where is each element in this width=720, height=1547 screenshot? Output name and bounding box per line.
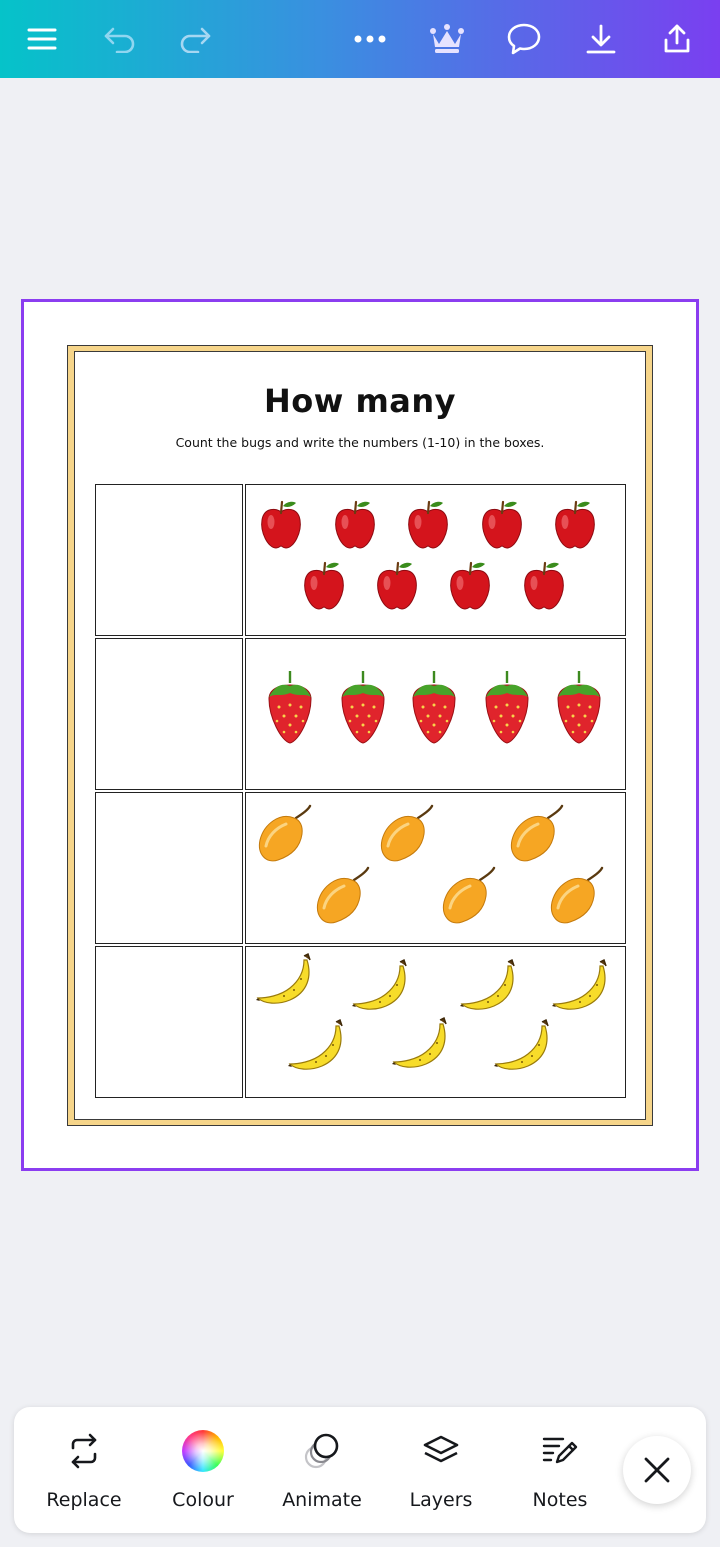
banana-image[interactable] (390, 1016, 452, 1078)
answer-box-mangoes[interactable] (95, 792, 243, 944)
strawberry-image[interactable] (409, 669, 459, 749)
notes-button[interactable] (505, 1429, 615, 1511)
top-toolbar (0, 0, 720, 78)
banana-image[interactable] (492, 1018, 554, 1080)
menu-icon[interactable] (17, 14, 67, 64)
apple-image[interactable] (301, 559, 347, 617)
animate-button[interactable] (267, 1429, 377, 1511)
layers-button[interactable] (386, 1429, 496, 1511)
apple-image[interactable] (521, 559, 567, 617)
apple-image[interactable] (447, 559, 493, 617)
answer-box-bananas[interactable] (95, 946, 243, 1098)
worksheet-title[interactable]: How many (263, 382, 457, 420)
banana-image[interactable] (550, 958, 612, 1020)
colour-wheel-icon (148, 1429, 258, 1473)
strawberry-image[interactable] (265, 669, 315, 749)
apple-image[interactable] (374, 559, 420, 617)
replace-icon (29, 1429, 139, 1473)
replace-button[interactable] (29, 1429, 139, 1511)
more-icon[interactable] (345, 14, 395, 64)
close-icon (643, 1456, 671, 1484)
notes-icon (505, 1429, 615, 1473)
animate-label: Animate (282, 1489, 362, 1511)
animate-icon (267, 1429, 377, 1473)
layers-label: Layers (409, 1489, 473, 1511)
bottom-toolbar (14, 1407, 706, 1533)
answer-box-apples[interactable] (95, 484, 243, 636)
apple-image[interactable] (332, 498, 378, 556)
apple-image[interactable] (552, 498, 598, 556)
mango-image[interactable] (440, 866, 498, 932)
notes-label: Notes (532, 1489, 588, 1511)
mango-image[interactable] (314, 866, 372, 932)
apple-image[interactable] (258, 498, 304, 556)
banana-image[interactable] (254, 952, 316, 1014)
answer-box-strawberries[interactable] (95, 638, 243, 790)
share-icon[interactable] (652, 14, 702, 64)
close-button[interactable] (623, 1436, 691, 1504)
worksheet-subtitle[interactable]: Count the bugs and write the numbers (1-10) in the boxes. (175, 435, 545, 450)
strawberry-image[interactable] (338, 669, 388, 749)
mango-image[interactable] (548, 866, 606, 932)
crown-icon[interactable] (422, 14, 472, 64)
mango-image[interactable] (256, 804, 314, 870)
download-icon[interactable] (576, 14, 626, 64)
redo-icon[interactable] (170, 14, 220, 64)
mango-image[interactable] (378, 804, 436, 870)
strawberry-image[interactable] (554, 669, 604, 749)
apple-image[interactable] (479, 498, 525, 556)
layers-icon (386, 1429, 496, 1473)
colour-button[interactable] (148, 1429, 258, 1511)
comment-icon[interactable] (499, 14, 549, 64)
banana-image[interactable] (458, 958, 520, 1020)
colour-label: Colour (172, 1489, 234, 1511)
banana-image[interactable] (286, 1018, 348, 1080)
banana-image[interactable] (350, 958, 412, 1020)
mango-image[interactable] (508, 804, 566, 870)
strawberry-image[interactable] (482, 669, 532, 749)
undo-icon[interactable] (95, 14, 145, 64)
replace-label: Replace (46, 1489, 122, 1511)
apple-image[interactable] (405, 498, 451, 556)
